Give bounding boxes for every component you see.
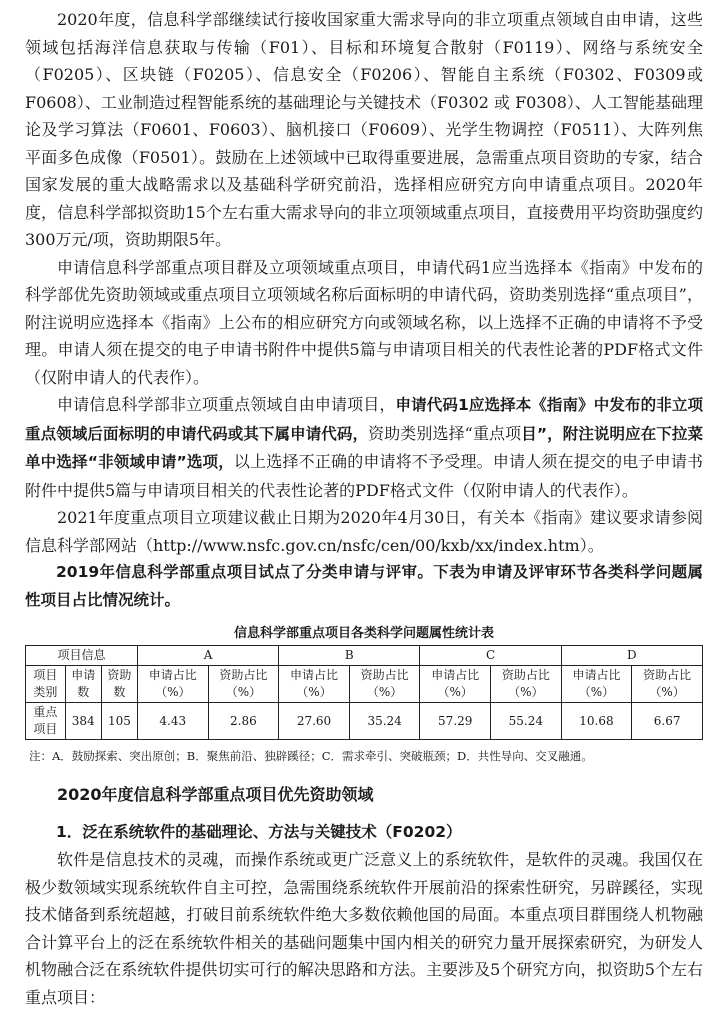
paragraph-5: 2019年信息科学部重点项目试点了分类申请与评审。下表为申请及评审环节各类科学问题属性项目占比情况统计。 <box>25 563 703 609</box>
cell-a-fund: 2.86 <box>208 703 279 740</box>
statistics-table <box>25 645 703 740</box>
table-note: 注：A．鼓励探索、突出原创；B．聚焦前沿、独辟蹊径；C．需求牵引、突破瓶颈；D．共性导向、交叉融通。 <box>29 749 593 763</box>
paragraph-6: 软件是信息技术的灵魂，而操作系统或更广泛意义上的系统软件，是软件的灵魂。我国仅在极少数领域实现系统软件自主可控，急需围绕系统软件开展前沿的探索性研究，另辟蹊径，实现技术储备到系统超越，打破目前系统软件绝大多数依赖他国的局面。本重点项目群围绕人机物融合计算平台上的泛在系统软件相关的基础问题集中国内相关的研究力量开展探索研究，为研发人机物融合泛在系统软件提供切实可行的解决思路和方法。主要涉及5个研究方向，拟资助5个左右重点项目： <box>25 850 703 1007</box>
paragraph-3-bold-d: 目”，附注说明应在下拉菜单中选择“非领域申请”选项， <box>25 424 703 471</box>
header-c-apply-ratio: 申请占比（%） <box>420 666 491 703</box>
header-d-apply-ratio: 申请占比（%） <box>561 666 632 703</box>
document-page <box>25 6 703 1011</box>
header-group-d: D <box>561 646 702 666</box>
cell-c-apply: 57.29 <box>420 703 491 740</box>
header-b-fund-ratio: 资助占比（%） <box>349 666 420 703</box>
table-row <box>26 703 703 740</box>
paragraph-3 <box>25 391 703 504</box>
cell-b-fund: 35.24 <box>349 703 420 740</box>
paragraph-3-text-e: 以上选择不正确的申请将不予受理。申请人须在提交的电子申请书附件中提供5篇与申请项目相关的代表性论著的PDF格式文件（仅附申请人的代表作）。 <box>25 452 703 500</box>
table-header-row-2 <box>26 666 703 703</box>
section-title: 2020年度信息科学部重点项目优先资助领域 <box>57 785 374 804</box>
cell-type: 重点项目 <box>26 703 66 740</box>
cell-a-apply: 4.43 <box>137 703 208 740</box>
header-funded: 资助数 <box>101 666 137 703</box>
subsection-title: 1．泛在系统软件的基础理论、方法与关键技术（F0202） <box>56 823 462 841</box>
paragraph-3-bold-b: 申请代码1应选择本《指南》中发布的非立项重点领域后面标明的申请代码或其下属申请代码， <box>25 396 703 443</box>
cell-apps: 384 <box>65 703 101 740</box>
paragraph-1: 2020年度，信息科学部继续试行接收国家重大需求导向的非立项重点领域自由申请，这些领域包括海洋信息获取与传输（F01）、目标和环境复合散射（F0119）、网络与系统安全（F0205）、区块链（F0205）、信息安全（F0206）、智能自主系统（F0302、F0309或F0608）、工业制造过程智能系统的基础理论与关键技术（F0302 或 F0308）、人工智能基础理论及学习算法（F0601、F0603）、脑机接口（F0609）、光学生物调控（F0511）、大阵列焦平面多色成像（F0501）。鼓励在上述领域中已取得重要进展，急需重点项目资助的专家，结合国家发展的重大战略需求以及基础科学研究前沿，选择相应研究方向申请重点项目。2020年度，信息科学部拟资助15个左右重大需求导向的非立项领域重点项目，直接费用平均资助强度约300万元/项，资助期限5年。 <box>25 10 703 249</box>
cell-c-fund: 55.24 <box>491 703 562 740</box>
paragraph-2: 申请信息科学部重点项目群及立项领域重点项目，申请代码1应当选择本《指南》中发布的科学部优先资助领域或重点项目立项领域名称后面标明的申请代码，资助类别选择“重点项目”，附注说明应选择本《指南》上公布的相应研究方向或领域名称，以上选择不正确的申请将不予受理。申请人须在提交的电子申请书附件中提供5篇与申请项目相关的代表性论著的PDF格式文件（仅附申请人的代表作）。 <box>25 257 703 387</box>
header-a-apply-ratio: 申请占比（%） <box>137 666 208 703</box>
table-header-row-1 <box>26 646 703 666</box>
header-group-c: C <box>420 646 561 666</box>
cell-b-apply: 27.60 <box>279 703 350 740</box>
cell-funded: 105 <box>101 703 137 740</box>
paragraph-3-text-c: 资助类别选择“重点项 <box>368 423 522 443</box>
header-group-a: A <box>137 646 278 666</box>
header-project-info: 项目信息 <box>26 646 138 666</box>
header-c-fund-ratio: 资助占比（%） <box>491 666 562 703</box>
header-project-type: 项目类别 <box>26 666 66 703</box>
header-a-fund-ratio: 资助占比（%） <box>208 666 279 703</box>
cell-d-apply: 10.68 <box>561 703 632 740</box>
header-d-fund-ratio: 资助占比（%） <box>632 666 703 703</box>
header-group-b: B <box>279 646 420 666</box>
table-title: 信息科学部重点项目各类科学问题属性统计表 <box>233 626 494 641</box>
cell-d-fund: 6.67 <box>632 703 703 740</box>
header-applications: 申请数 <box>65 666 101 703</box>
paragraph-4: 2021年度重点项目立项建议截止日期为2020年4月30日，有关本《指南》建议要求请参阅信息科学部网站（http://www.nsfc.gov.cn/nsfc/cen/00/kxb/xx/index.htm）。 <box>25 508 703 555</box>
header-b-apply-ratio: 申请占比（%） <box>279 666 350 703</box>
paragraph-3-text-a: 申请信息科学部非立项重点领域自由申请项目， <box>57 395 396 414</box>
